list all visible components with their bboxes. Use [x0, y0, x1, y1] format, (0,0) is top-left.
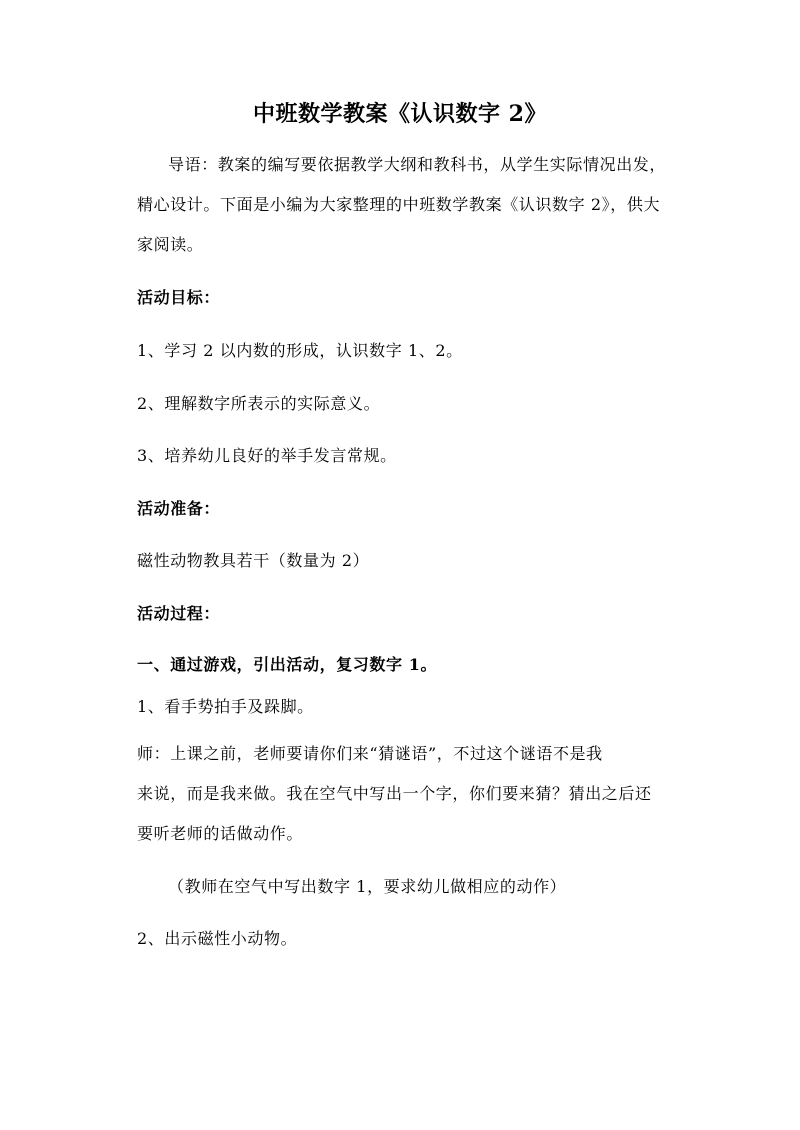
document-title: 中班数学教案《认识数字 2》	[253, 101, 547, 127]
section-heading-goals: 活动目标：	[137, 288, 221, 307]
preparation-text: 磁性动物教具若干（数量为 2）	[137, 551, 370, 570]
teacher-line-2: 来说，而是我来做。我在空气中写出一个字，你们要来猜？猜出之后还	[137, 784, 652, 803]
section-heading-process: 活动过程：	[137, 604, 221, 623]
goal-item-2: 2、理解数字所表示的实际意义。	[137, 394, 381, 413]
teacher-note: （教师在空气中写出数字 1，要求幼儿做相应的动作）	[168, 877, 567, 896]
goal-item-3: 3、培养幼儿良好的举手发言常规。	[137, 446, 397, 465]
intro-line-1: 导语：教案的编写要依据教学大纲和教科书，从学生实际情况出发，	[168, 155, 667, 174]
process-substep-2: 2、出示磁性小动物。	[137, 929, 298, 948]
intro-line-3: 家阅读。	[137, 235, 204, 254]
teacher-line-1: 师：上课之前，老师要请你们来“猜谜语”，不过这个谜语不是我	[137, 744, 603, 763]
section-heading-preparation: 活动准备：	[137, 499, 221, 518]
goal-item-1: 1、学习 2 以内数的形成，认识数字 1、2。	[137, 341, 463, 360]
teacher-line-3: 要听老师的话做动作。	[137, 824, 304, 843]
intro-line-2: 精心设计。下面是小编为大家整理的中班数学教案《认识数字 2》，供大	[137, 195, 661, 214]
process-step-heading-1: 一、通过游戏，引出活动，复习数字 1。	[137, 655, 438, 674]
process-substep-1: 1、看手势拍手及跺脚。	[137, 697, 314, 716]
